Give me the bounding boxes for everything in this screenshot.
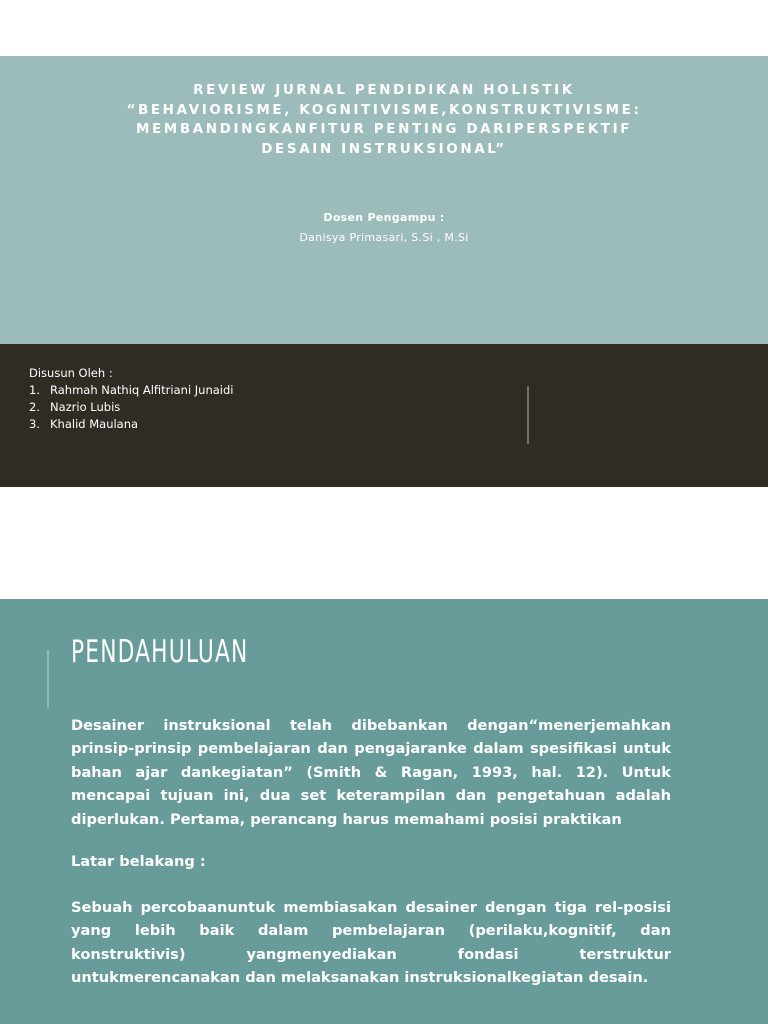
accent-line	[47, 650, 49, 708]
author-number: 3.	[29, 417, 40, 431]
author-name: Nazrio Lubis	[50, 400, 121, 414]
section-title: PENDAHULUAN	[71, 634, 249, 670]
lecturer-name: Danisya Primasari, S.Si , M.Si	[299, 231, 469, 244]
author-name: Khalid Maulana	[50, 417, 139, 431]
background-heading: Latar belakang :	[71, 853, 206, 870]
lecturer-label: Dosen Pengampu :	[323, 211, 445, 224]
vertical-divider	[527, 386, 529, 444]
author-name: Rahmah Nathiq Alfitriani Junaidi	[50, 383, 234, 397]
title-slide-header	[0, 56, 768, 344]
author-number: 2.	[29, 400, 40, 414]
body-paragraph: Desainer instruksional telah dibebankan dengan“menerjemahkan prinsip-prinsip pembelajaran dan pengajaranke dalam spesifikasi untuk bahan ajar dankegiatan” (Smith & Ragan, 1993, hal. 12). Untuk mencapai tujuan ini, dua set keterampilan dan pengetahuan adalah diperlukan. Pertama, perancang harus memahami posisi praktikan	[71, 717, 671, 828]
authors-heading: Disusun Oleh :	[29, 366, 113, 380]
authors-list	[29, 365, 234, 433]
author-item	[29, 382, 234, 399]
title-line: “BEHAVIORISME, KOGNITIVISME,KONSTRUKTIVISME:	[126, 101, 642, 118]
title-line: REVIEW JURNAL PENDIDIKAN HOLISTIK	[193, 82, 575, 98]
author-item	[29, 399, 234, 416]
author-number: 1.	[29, 383, 40, 397]
author-item	[29, 416, 234, 433]
slide-title	[0, 81, 768, 159]
body-paragraph: Sebuah percobaanuntuk membiasakan desainer dengan tiga rel-posisi yang lebih baik dalam pembelajaran (perilaku,kognitif, dan konstruktivis) yangmenyediakan fondasi terstruktur untukmerencanakan dan melaksanakan instruksionalkegiatan desain.	[71, 899, 671, 987]
introduction-slide	[0, 599, 768, 1024]
title-slide-footer	[0, 344, 768, 487]
title-line: DESAIN INSTRUKSIONAL”	[261, 140, 507, 157]
title-line: MEMBANDINGKANFITUR PENTING DARIPERSPEKTIF	[135, 121, 633, 137]
